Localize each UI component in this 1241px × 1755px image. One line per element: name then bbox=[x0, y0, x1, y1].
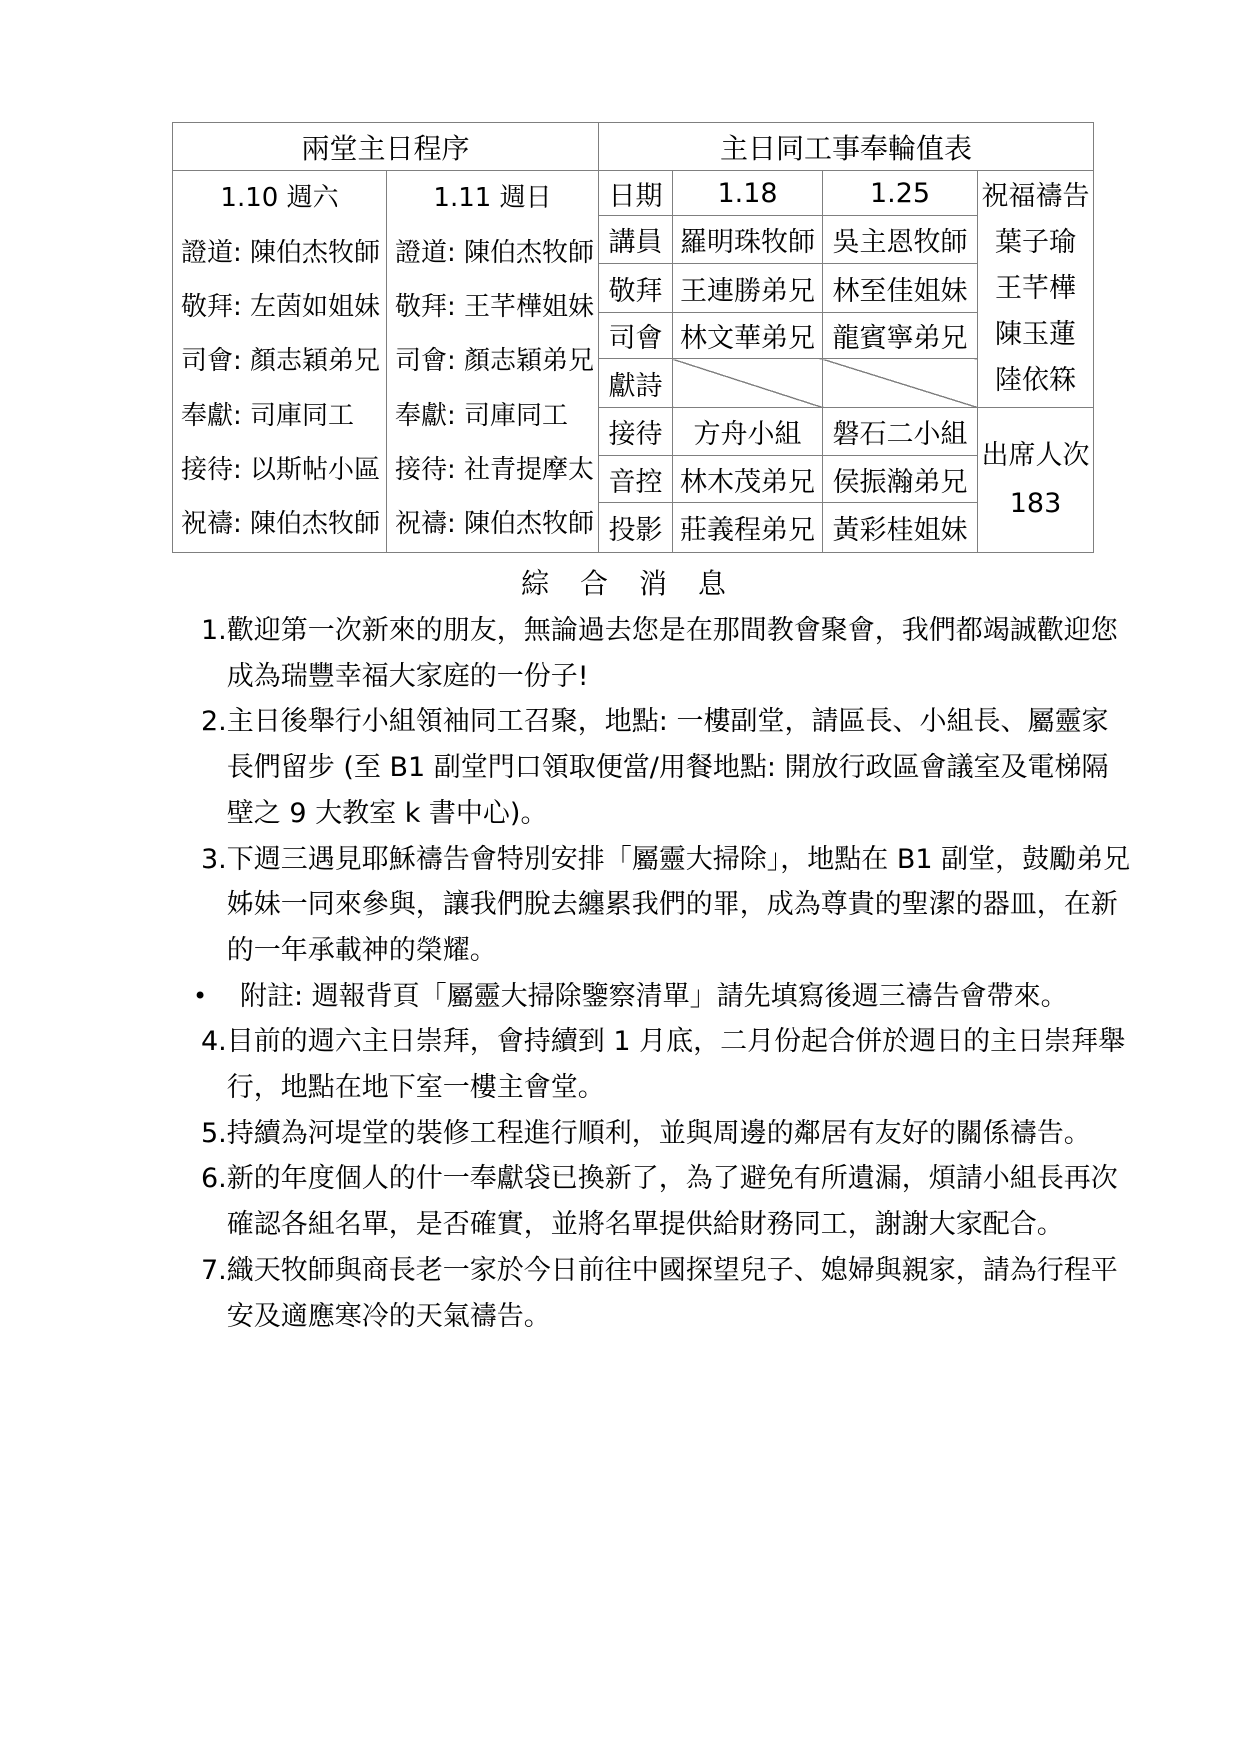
blessing-name: 陳玉蓮 bbox=[995, 319, 1076, 350]
reception-col1: 方舟小組 bbox=[673, 408, 823, 456]
projection-col1: 莊義程弟兄 bbox=[673, 503, 823, 553]
speaker-col1: 羅明珠牧師 bbox=[673, 216, 823, 264]
choir-col1-empty bbox=[673, 359, 823, 408]
announcement-line: 的一年承載神的榮耀。 bbox=[226, 934, 497, 966]
announcement-line: 目前的週六主日崇拜，會持續到 1 月底，二月份起合併於週日的主日崇拜舉 bbox=[226, 1026, 1126, 1058]
announcement-line: 歡迎第一次新來的朋友，無論過去您是在那間教會聚會，我們都竭誠歡迎您 bbox=[226, 615, 1118, 646]
program-line: 接待: 社青提摩太 bbox=[395, 455, 595, 486]
blessing-prayer-cell bbox=[978, 171, 1094, 408]
projection-col2: 黃彩桂姐妹 bbox=[823, 503, 978, 553]
row-label-chair: 司會 bbox=[599, 313, 673, 359]
announcements-title: 綜 合 消 息 bbox=[521, 567, 737, 600]
date-col1: 1.18 bbox=[673, 171, 823, 216]
program-line: 接待: 以斯帖小區 bbox=[181, 455, 381, 486]
date-col2: 1.25 bbox=[823, 171, 978, 216]
item-number: 5. bbox=[201, 1117, 227, 1149]
announcement-line: 姊妹一同來參與，讓我們脫去纏累我們的罪，成為尊貴的聖潔的器皿，在新 bbox=[226, 889, 1118, 921]
announcement-line: 持續為河堤堂的裝修工程進行順利，並與周邊的鄰居有友好的關係禱告。 bbox=[226, 1117, 1091, 1149]
program-line: 司會: 顏志穎弟兄 bbox=[395, 346, 595, 377]
row-label-worship: 敬拜 bbox=[599, 264, 673, 313]
item-number: 6. bbox=[201, 1163, 227, 1195]
announcement-line: 長們留步 (至 B1 副堂門口領取便當/用餐地點: 開放行政區會議室及電梯隔 bbox=[226, 752, 1109, 784]
reception-col2: 磐石二小組 bbox=[823, 408, 978, 456]
blessing-name: 陸依箖 bbox=[995, 365, 1076, 396]
announcement-line: 主日後舉行小組領袖同工召聚，地點: 一樓副堂，請區長、小組長、屬靈家 bbox=[226, 706, 1109, 738]
announcement-line: 附註: 週報背頁「屬靈大掃除鑒察清單」請先填寫後週三禱告會帶來。 bbox=[240, 980, 1068, 1012]
blessing-name: 葉子瑜 bbox=[995, 227, 1076, 258]
saturday-program-cell bbox=[173, 171, 387, 553]
table-header-row bbox=[173, 123, 1094, 171]
program-line: 敬拜: 王芊樺姐妹 bbox=[395, 291, 595, 322]
announcement-note bbox=[185, 974, 1073, 1020]
announcements-section bbox=[185, 560, 1131, 1339]
bullet-icon: • bbox=[193, 981, 208, 1010]
sunday-date: 1.11 週日 bbox=[433, 183, 552, 214]
item-number: 4. bbox=[201, 1026, 227, 1058]
announcement-line: 成為瑞豐幸福大家庭的一份子! bbox=[226, 660, 589, 692]
schedule-table bbox=[172, 122, 1094, 553]
right-table-title: 主日同工事奉輪值表 bbox=[599, 123, 1094, 171]
table-row bbox=[173, 171, 1094, 216]
announcement-line: 壁之 9 大教室 k 書中心)。 bbox=[226, 797, 548, 829]
row-label-choir: 獻詩 bbox=[599, 359, 673, 408]
announcement-item bbox=[185, 699, 1109, 836]
announcement-item bbox=[185, 1156, 1118, 1247]
worship-col1: 王連勝弟兄 bbox=[673, 264, 823, 313]
item-number: 1. bbox=[201, 615, 227, 646]
sunday-program-cell bbox=[387, 171, 599, 553]
program-line: 祝禱: 陳伯杰牧師 bbox=[181, 509, 381, 540]
saturday-date: 1.10 週六 bbox=[220, 183, 339, 214]
audio-col1: 林木茂弟兄 bbox=[673, 456, 823, 503]
speaker-col2: 吳主恩牧師 bbox=[823, 216, 978, 264]
left-table-title: 兩堂主日程序 bbox=[173, 123, 599, 171]
announcement-item bbox=[185, 1248, 1118, 1339]
announcement-line: 下週三遇見耶穌禱告會特別安排「屬靈大掃除」，地點在 B1 副堂，鼓勵弟兄 bbox=[226, 843, 1131, 875]
program-line: 證道: 陳伯杰牧師 bbox=[395, 237, 595, 268]
announcement-item bbox=[185, 608, 1118, 699]
row-label-date: 日期 bbox=[599, 171, 673, 216]
audio-col2: 侯振瀚弟兄 bbox=[823, 456, 978, 503]
attendance-label: 出席人次 bbox=[981, 440, 1090, 471]
item-number: 7. bbox=[201, 1254, 227, 1286]
program-line: 司會: 顏志穎弟兄 bbox=[181, 346, 381, 377]
row-label-speaker: 講員 bbox=[599, 216, 673, 264]
chair-col2: 龍賓寧弟兄 bbox=[823, 313, 978, 359]
row-label-audio: 音控 bbox=[599, 456, 673, 503]
attendance-count: 183 bbox=[1009, 488, 1062, 519]
item-number: 2. bbox=[201, 706, 227, 738]
announcement-item bbox=[185, 1111, 1091, 1157]
chair-col1: 林文華弟兄 bbox=[673, 313, 823, 359]
announcement-item bbox=[185, 837, 1131, 974]
announcement-line: 新的年度個人的什一奉獻袋已換新了，為了避免有所遺漏，煩請小組長再次 bbox=[226, 1163, 1118, 1195]
program-line: 奉獻: 司庫同工 bbox=[181, 400, 355, 431]
program-line: 奉獻: 司庫同工 bbox=[395, 400, 569, 431]
blessing-title: 祝福禱告 bbox=[981, 181, 1090, 212]
program-line: 敬拜: 左茵如姐妹 bbox=[181, 291, 381, 322]
choir-col2-empty bbox=[823, 359, 978, 408]
announcement-line: 確認各組名單，是否確實，並將名單提供給財務同工，謝謝大家配合。 bbox=[226, 1209, 1064, 1241]
program-line: 證道: 陳伯杰牧師 bbox=[181, 237, 381, 268]
row-label-projection: 投影 bbox=[599, 503, 673, 553]
worship-col2: 林至佳姐妹 bbox=[823, 264, 978, 313]
attendance-cell bbox=[978, 408, 1094, 553]
announcement-line: 織天牧師與商長老一家於今日前往中國探望兒子、媳婦與親家，請為行程平 bbox=[226, 1254, 1118, 1286]
announcement-item bbox=[185, 1019, 1126, 1110]
program-line: 祝禱: 陳伯杰牧師 bbox=[395, 509, 595, 540]
blessing-name: 王芊樺 bbox=[995, 273, 1076, 304]
announcement-line: 安及適應寒冷的天氣禱告。 bbox=[226, 1300, 551, 1332]
row-label-reception: 接待 bbox=[599, 408, 673, 456]
announcement-line: 行，地點在地下室一樓主會堂。 bbox=[226, 1072, 605, 1104]
item-number: 3. bbox=[201, 843, 227, 875]
